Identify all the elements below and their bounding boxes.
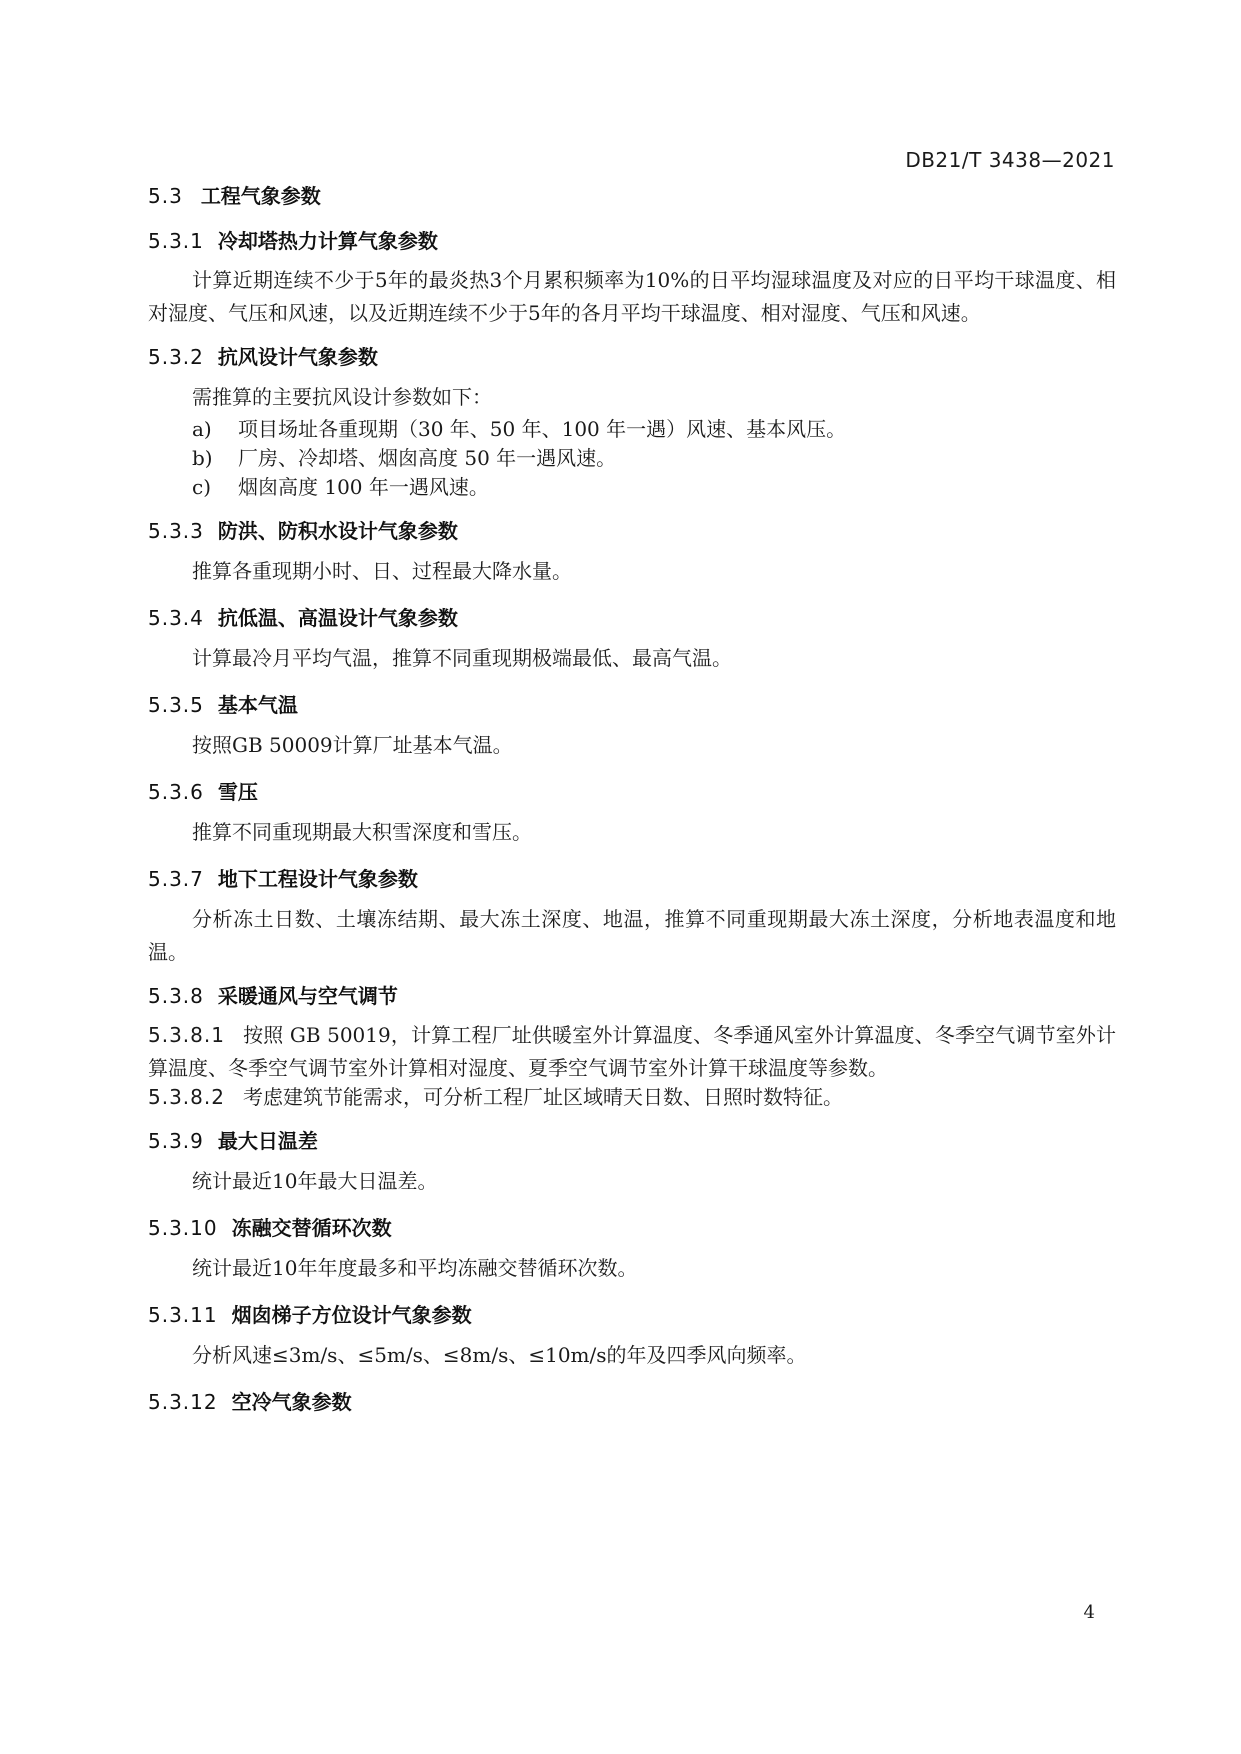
heading-title: 基本气温 xyxy=(217,693,298,717)
paragraph-5-3-2-intro: 需推算的主要抗风设计参数如下： xyxy=(192,385,492,409)
heading-5-3-1 xyxy=(148,225,438,254)
paragraph-5-3-10: 统计最近10年年度最多和平均冻融交替循环次数。 xyxy=(192,1256,638,1280)
heading-number: 5.3.8 xyxy=(148,984,204,1008)
paragraph-5-3-5: 按照GB 50009计算厂址基本气温。 xyxy=(192,733,513,757)
list-item-a xyxy=(192,413,846,442)
paragraph-5-3-4: 计算最冷月平均气温，推算不同重现期极端最低、最高气温。 xyxy=(192,646,732,670)
list-marker: a) xyxy=(192,417,212,441)
heading-5-3-11 xyxy=(148,1299,472,1328)
heading-number: 5.3.9 xyxy=(148,1129,204,1153)
paragraph-5-3-6: 推算不同重现期最大积雪深度和雪压。 xyxy=(192,820,532,844)
list-text: 烟囱高度 100 年一遇风速。 xyxy=(238,475,489,499)
heading-number: 5.3.11 xyxy=(148,1303,218,1327)
heading-5-3-12 xyxy=(148,1386,352,1415)
heading-title: 地下工程设计气象参数 xyxy=(217,867,418,891)
heading-title: 采暖通风与空气调节 xyxy=(217,984,398,1008)
heading-number: 5.3.6 xyxy=(148,780,204,804)
heading-title: 工程气象参数 xyxy=(200,184,321,208)
heading-title: 最大日温差 xyxy=(217,1129,318,1153)
heading-title: 烟囱梯子方位设计气象参数 xyxy=(231,1303,472,1327)
clause-5-3-8-1 xyxy=(148,1019,1116,1085)
paragraph-5-3-11: 分析风速≤3m/s、≤5m/s、≤8m/s、≤10m/s的年及四季风向频率。 xyxy=(192,1343,807,1367)
paragraph-5-3-9: 统计最近10年最大日温差。 xyxy=(192,1169,438,1193)
heading-title: 抗低温、高温设计气象参数 xyxy=(217,606,458,630)
heading-5-3-7 xyxy=(148,863,418,892)
clause-number: 5.3.8.2 xyxy=(148,1085,225,1109)
heading-5-3-3 xyxy=(148,515,458,544)
heading-number: 5.3.2 xyxy=(148,345,204,369)
heading-5-3-4 xyxy=(148,602,458,631)
clause-text: 按照 GB 50019，计算工程厂址供暖室外计算温度、冬季通风室外计算温度、冬季空气调节室外计算温度、冬季空气调节室外计算相对湿度、夏季空气调节室外计算干球温度等参数。 xyxy=(148,1023,1116,1080)
heading-number: 5.3.5 xyxy=(148,693,204,717)
heading-title: 冷却塔热力计算气象参数 xyxy=(217,229,438,253)
heading-number: 5.3 xyxy=(148,184,183,208)
list-item-b xyxy=(192,442,616,471)
list-marker: b) xyxy=(192,446,213,470)
heading-title: 抗风设计气象参数 xyxy=(217,345,378,369)
heading-title: 空冷气象参数 xyxy=(231,1390,352,1414)
heading-number: 5.3.1 xyxy=(148,229,204,253)
heading-5-3-6 xyxy=(148,776,258,805)
heading-5-3-10 xyxy=(148,1212,392,1241)
document-code-header: DB21/T 3438—2021 xyxy=(905,148,1115,172)
clause-5-3-8-2 xyxy=(148,1081,1116,1114)
heading-5-3-5 xyxy=(148,689,298,718)
heading-5-3-2 xyxy=(148,341,378,370)
paragraph-5-3-3: 推算各重现期小时、日、过程最大降水量。 xyxy=(192,559,572,583)
clause-number: 5.3.8.1 xyxy=(148,1023,225,1047)
list-marker: c) xyxy=(192,475,212,499)
heading-title: 防洪、防积水设计气象参数 xyxy=(217,519,458,543)
heading-number: 5.3.7 xyxy=(148,867,204,891)
heading-number: 5.3.10 xyxy=(148,1216,218,1240)
list-item-c xyxy=(192,471,489,500)
heading-number: 5.3.12 xyxy=(148,1390,218,1414)
paragraph-5-3-1: 计算近期连续不少于5年的最炎热3个月累积频率为10%的日平均湿球温度及对应的日平均干球温度、相对湿度、气压和风速，以及近期连续不少于5年的各月平均干球温度、相对湿度、气压和风速。 xyxy=(148,268,1116,325)
clause-text: 考虑建筑节能需求，可分析工程厂址区域晴天日数、日照时数特征。 xyxy=(242,1085,843,1109)
heading-title: 雪压 xyxy=(217,780,258,804)
page-number: 4 xyxy=(1083,1602,1095,1623)
paragraph-5-3-7: 分析冻土日数、土壤冻结期、最大冻土深度、地温，推算不同重现期最大冻土深度，分析地表温度和地温。 xyxy=(148,907,1116,964)
list-text: 厂房、冷却塔、烟囱高度 50 年一遇风速。 xyxy=(238,446,617,470)
heading-5-3-9 xyxy=(148,1125,318,1154)
heading-5-3 xyxy=(148,180,321,209)
list-text: 项目场址各重现期（30 年、50 年、100 年一遇）风速、基本风压。 xyxy=(238,417,847,441)
heading-title: 冻融交替循环次数 xyxy=(231,1216,392,1240)
heading-5-3-8 xyxy=(148,980,398,1009)
heading-number: 5.3.3 xyxy=(148,519,204,543)
heading-number: 5.3.4 xyxy=(148,606,204,630)
